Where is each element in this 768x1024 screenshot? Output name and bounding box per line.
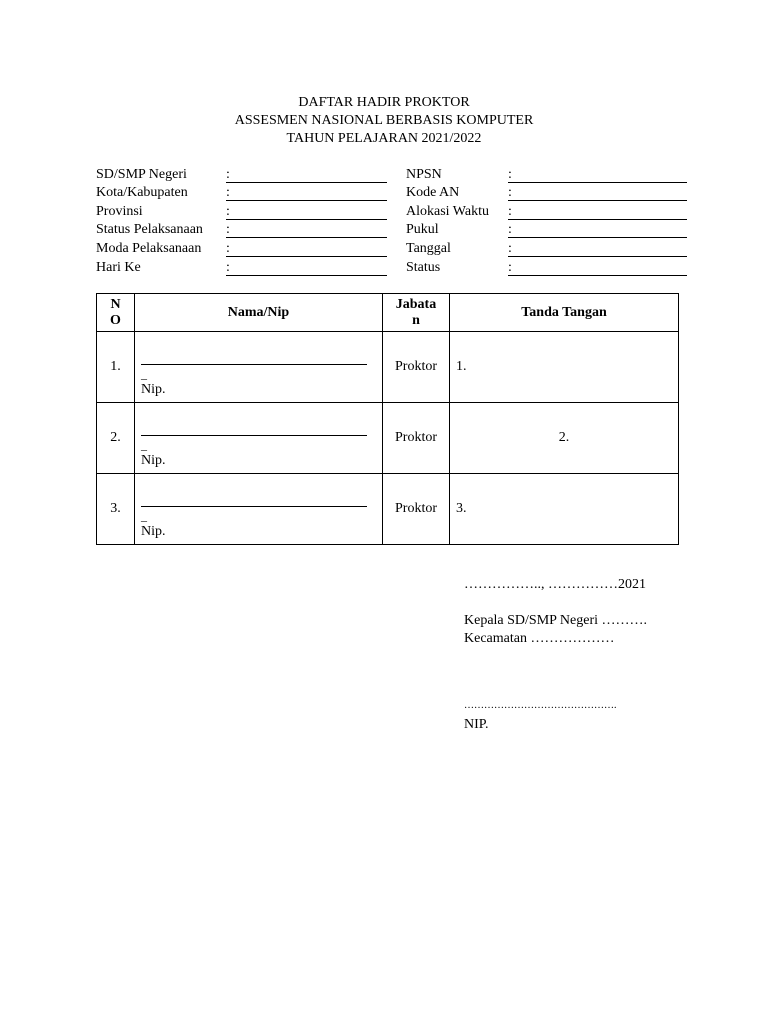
field-input-line[interactable]: [226, 219, 387, 220]
signature-date: …………….., ……………2021: [464, 577, 646, 592]
row-number: 2.: [97, 403, 135, 474]
field-input-line[interactable]: [508, 256, 687, 257]
field-colon: :: [508, 241, 512, 256]
field-input-line[interactable]: [226, 275, 387, 276]
name-cell[interactable]: [135, 474, 383, 545]
doc-title-line2: ASSESMEN NASIONAL BERBASIS KOMPUTER: [234, 113, 534, 128]
header-no: [97, 294, 135, 332]
attendance-table: [96, 293, 679, 545]
field-colon: :: [226, 167, 230, 182]
field-input-line[interactable]: [508, 219, 687, 220]
field-input-line[interactable]: [226, 256, 387, 257]
signature-kecamatan: Kecamatan ………………: [464, 631, 615, 646]
signature-name-dots: ……………………………………….: [464, 700, 617, 711]
field-colon: :: [508, 260, 512, 275]
field-colon: :: [508, 167, 512, 182]
row-number: 3.: [97, 474, 135, 545]
doc-title-line3: TAHUN PELAJARAN 2021/2022: [286, 131, 482, 146]
field-colon: :: [226, 204, 230, 219]
field-label: Pukul: [406, 222, 439, 237]
signature-cell[interactable]: 2.: [450, 403, 679, 474]
name-line: [141, 364, 367, 365]
signature-cell[interactable]: 1.: [450, 332, 679, 403]
row-number: 1.: [97, 332, 135, 403]
field-colon: :: [508, 204, 512, 219]
jabatan-cell: Proktor: [383, 403, 450, 474]
name-cell[interactable]: [135, 403, 383, 474]
table-header-row: [97, 294, 679, 332]
field-colon: :: [226, 241, 230, 256]
field-label: SD/SMP Negeri: [96, 167, 187, 182]
field-label: Provinsi: [96, 204, 143, 219]
field-colon: :: [226, 185, 230, 200]
nip-label: Nip.: [141, 453, 166, 468]
header-jabatan-line1: Jabata: [395, 296, 437, 312]
name-cell[interactable]: [135, 332, 383, 403]
field-label: Moda Pelaksanaan: [96, 241, 202, 256]
name-line: [141, 506, 367, 507]
field-input-line[interactable]: [508, 200, 687, 201]
field-label: Tanggal: [406, 241, 451, 256]
signature-kepala: Kepala SD/SMP Negeri ……….: [464, 613, 648, 628]
name-line: [141, 435, 367, 436]
field-colon: :: [226, 260, 230, 275]
field-colon: :: [508, 222, 512, 237]
field-label: Status Pelaksanaan: [96, 222, 203, 237]
field-label: Alokasi Waktu: [406, 204, 489, 219]
field-label: Status: [406, 260, 441, 275]
field-input-line[interactable]: [508, 182, 687, 183]
signature-cell[interactable]: 3.: [450, 474, 679, 545]
name-dash: _: [141, 438, 147, 452]
nip-label: Nip.: [141, 382, 166, 397]
jabatan-cell: Proktor: [383, 474, 450, 545]
name-dash: _: [141, 367, 147, 381]
nip-label: Nip.: [141, 524, 166, 539]
header-jabatan-line2: n: [412, 312, 420, 328]
field-colon: :: [226, 222, 230, 237]
field-label: Hari Ke: [96, 260, 141, 275]
table-row: [97, 474, 679, 545]
header-tanda-tangan: Tanda Tangan: [450, 294, 679, 332]
field-colon: :: [508, 185, 512, 200]
header-jabatan: [383, 294, 450, 332]
field-input-line[interactable]: [226, 182, 387, 183]
field-label: Kode AN: [406, 185, 460, 200]
table-row: [97, 332, 679, 403]
signature-nip: NIP.: [464, 717, 489, 732]
doc-title-line1: DAFTAR HADIR PROKTOR: [298, 95, 470, 110]
field-input-line[interactable]: [508, 237, 687, 238]
header-no-line1: N: [110, 296, 121, 312]
field-label: NPSN: [406, 167, 442, 182]
header-nama-nip: Nama/Nip: [135, 294, 383, 332]
name-dash: _: [141, 509, 147, 523]
field-label: Kota/Kabupaten: [96, 185, 188, 200]
jabatan-cell: Proktor: [383, 332, 450, 403]
field-input-line[interactable]: [226, 200, 387, 201]
field-input-line[interactable]: [226, 237, 387, 238]
field-input-line[interactable]: [508, 275, 687, 276]
header-no-line2: O: [110, 312, 121, 328]
table-row: [97, 403, 679, 474]
